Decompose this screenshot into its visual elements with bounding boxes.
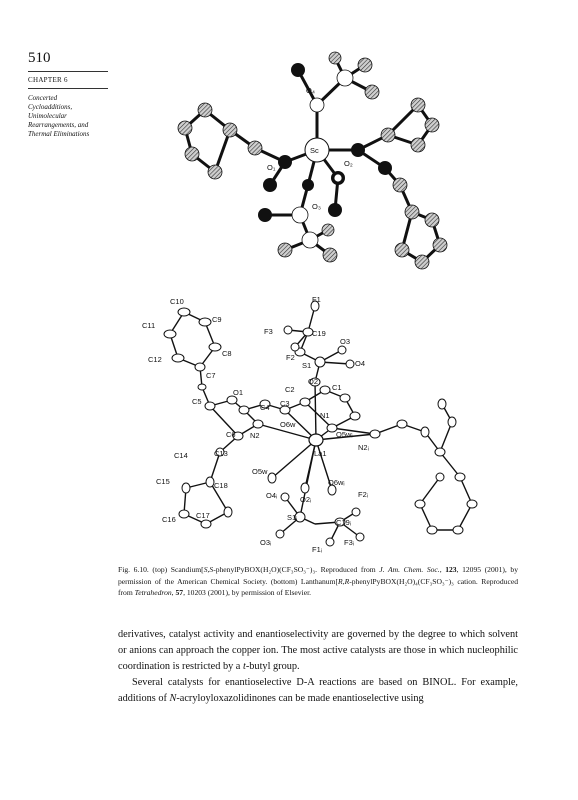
caption-journal: J. Am. Chem. Soc. <box>379 565 440 574</box>
atom-label: C19ᵢ <box>336 518 351 527</box>
caption-text: , <box>439 565 446 574</box>
atom-label: C13 <box>214 449 228 458</box>
atom-label: C7 <box>206 371 216 380</box>
atom-label: F3ᵢ <box>344 538 354 547</box>
atom-label: O5wᵢ <box>336 430 353 439</box>
body-paragraph <box>118 675 518 707</box>
atom-label: S1ᵢ <box>287 513 298 522</box>
atom-label: C9 <box>212 315 222 324</box>
atom-label: O6wᵢ <box>328 478 345 487</box>
atom-label: C18 <box>214 481 228 490</box>
figure-caption <box>118 564 518 599</box>
caption-volume: 57 <box>175 588 184 597</box>
atom-label: Sc <box>310 146 319 155</box>
bonds-bottom <box>170 306 472 542</box>
atom-label: S1 <box>302 361 312 370</box>
atom-label: O₁ <box>267 163 276 172</box>
atom-label: C10 <box>170 297 184 306</box>
caption-text: (top) Scandium[ <box>148 565 204 574</box>
body-paragraph <box>118 627 518 675</box>
caption-text: -phenylPyBOX(H₂O)(CF₃SO₃⁻)₃. Reproduced from <box>213 565 380 574</box>
chapter-label: CHAPTER 6 <box>28 76 68 84</box>
atom-label: N2 <box>250 431 260 440</box>
atom-label: C16 <box>162 515 176 524</box>
caption-text: , <box>171 588 176 597</box>
atom-label: O₄ <box>306 86 315 95</box>
atom-label: O1 <box>233 388 244 397</box>
atom-label: La1 <box>314 449 327 458</box>
header-rule <box>28 71 108 72</box>
caption-stereo: S,S <box>203 565 214 574</box>
atom-label: N2ᵢ <box>358 443 369 452</box>
page-number: 510 <box>28 50 51 66</box>
atom-label: O4ᵢ <box>266 491 278 500</box>
figure-top-sc-structure <box>160 50 460 295</box>
atom-label: F1 <box>312 295 321 304</box>
atom-label: O4 <box>355 359 366 368</box>
chapter-title-line: Concerted <box>28 94 58 102</box>
atom-label: F2 <box>286 353 295 362</box>
caption-journal: Tetrahedron <box>134 588 172 597</box>
paragraph-italic: t <box>242 661 246 672</box>
paragraph-text: Several catalysts for enantioselective D-A reactions are based on BINOL. For example, additions of <box>118 677 518 704</box>
atom-label: O2 <box>308 377 319 386</box>
atom-label: C3 <box>280 399 290 408</box>
atom-label: F1ᵢ <box>312 545 322 554</box>
chapter-title-line: Rearrangements, and <box>28 121 89 129</box>
caption-stereo: R,R <box>338 576 350 586</box>
chapter-title-line: Cycloadditions, <box>28 103 73 111</box>
atom-label: C1 <box>332 383 342 392</box>
la-atom <box>309 434 323 446</box>
atom-label: C4 <box>260 403 270 412</box>
chapter-title-line: Unimolecular <box>28 112 67 120</box>
caption-text: , 10203 (2001), by permission of Elsevier. <box>183 588 312 597</box>
paragraph-text: derivatives, catalyst activity and enantioselectivity are governed by the degree to which solvent or anions can approach the copper ion. The most active catalysts are those in which nucleophilic coordination is restricted by a <box>118 629 518 672</box>
caption-text: -phenylPyBOX(H₂O)₄(CF₃SO₃⁻)₃ cation. Reproduced from <box>118 576 518 597</box>
atom-label: F2ᵢ <box>358 490 368 499</box>
atom-label: C2 <box>285 385 295 394</box>
chapter-title <box>28 94 118 139</box>
atom-label: N1 <box>320 411 330 420</box>
atom-label: C8 <box>222 349 232 358</box>
body-text <box>118 627 518 707</box>
atom-label: C5 <box>192 397 202 406</box>
atom-label: O3 <box>340 337 351 346</box>
atom-label: C14 <box>174 451 188 460</box>
chapter-title-line: Thermal Eliminations <box>28 130 90 138</box>
atom-label: O₃ <box>312 202 321 211</box>
atom-label: O2ᵢ <box>300 495 312 504</box>
paragraph-text: -acryloyloxazolidinones can be made enantioselective using <box>176 693 424 704</box>
paragraph-text: -butyl group. <box>245 661 300 672</box>
atom-label: O6w <box>280 420 296 429</box>
caption-volume: 123 <box>445 565 457 574</box>
atom-label: C19 <box>312 329 326 338</box>
atom-label: C12 <box>148 355 162 364</box>
atom-label: O5w <box>252 467 268 476</box>
atom-label: C17 <box>196 511 210 520</box>
atom-label: C15 <box>156 477 170 486</box>
caption-fig-label: Fig. 6.10. <box>118 565 149 574</box>
atom-label: C11 <box>142 321 156 330</box>
chapter-rule <box>28 88 108 89</box>
atom-label: F3 <box>264 327 273 336</box>
caption-text: , 12095 (2001), by permission of the American Chemical Society. (bottom) Lanthanum[ <box>118 565 518 586</box>
atom-label: O₂ <box>344 159 353 168</box>
paragraph-italic: N <box>169 693 177 704</box>
atom-label: O3ᵢ <box>260 538 272 547</box>
atom-label: C6 <box>226 430 236 439</box>
figure-bottom-la-structure <box>140 292 520 557</box>
